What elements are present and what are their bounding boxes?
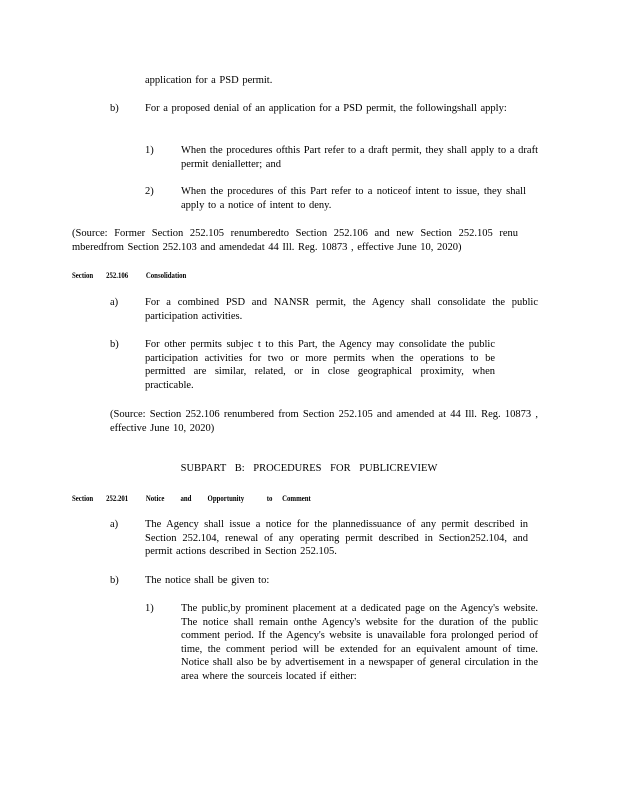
section-heading-252-106 — [72, 269, 186, 283]
subitem-1-draft-permit: When the procedures ofthis Part refer to a draft permit, they shall apply to a draft permit denialletter; and — [181, 145, 538, 170]
subitem-marker-2: 2) — [145, 186, 154, 197]
item-a-combined-permit: For a combined PSD and NANSR permit, the Agency shall consolidate the public participation activities. — [145, 297, 538, 322]
subitem-2-notice-of-intent: When the procedures of this Part refer to a noticeof intent to issue, they shall apply to a notice of intent to deny. — [181, 186, 526, 211]
item-a-issue-notice: The Agency shall issue a notice for the plannedissuance of any permit described in Section 252.104, renewal of any operating permit described in Section252.104, and permit actions described in Section 252.105. — [145, 519, 528, 557]
item-marker-b: b) — [110, 103, 119, 114]
item-b-notice-given: The notice shall be given to: — [145, 575, 270, 586]
item-marker-b: b) — [110, 575, 119, 586]
item-marker-a: a) — [110, 297, 119, 308]
section-title-notice: Notice — [145, 493, 165, 503]
item-b-denial: For a proposed denial of an application for a PSD permit, the followingshall apply: — [145, 103, 507, 114]
section-title-and: and — [180, 493, 192, 503]
section-title-comment: Comment — [282, 493, 311, 503]
subitem-marker-1: 1) — [145, 145, 154, 156]
subitem-1-public-notice: The public,by prominent placement at a dedicated page on the Agency's website. The notice shall remain onthe Agency's website for the duration of the public comment period. If the Agency's website is unavailable fora prolonged period of time, the comment period will be extended for an equivalent amount of time. Notice shall also be by advertisement in a newspaper of general circulation in the area where the sourceis located if either: — [181, 603, 538, 682]
item-b-other-permits: For other permits subjec t to this Part, the Agency may consolidate the public participation activities for two or more permits when the operations to be permitted are similar, related, or in close geographical proximity, when practicable. — [145, 339, 495, 391]
section-title-to: to — [266, 493, 273, 503]
section-title-opportunity: Opportunity — [207, 493, 245, 503]
section-title: Consolidation — [145, 270, 187, 280]
section-label: Section — [72, 493, 94, 503]
section-label: Section — [72, 270, 94, 280]
source-note-252-105: (Source: Former Section 252.105 renumberedto Section 252.106 and new Section 252.105 renu mberedfrom Section 252.103 and amendedat 44 Ill. Reg. 10873 , effective June 10, 2020) — [72, 228, 518, 253]
section-number: 252.201 — [106, 493, 129, 503]
section-heading-252-201 — [72, 492, 311, 506]
item-marker-a: a) — [110, 519, 119, 530]
paragraph-continuation: application for a PSD permit. — [145, 75, 273, 86]
item-marker-b: b) — [110, 339, 119, 350]
subpart-heading: SUBPART B: PROCEDURES FOR PUBLICREVIEW — [180, 463, 438, 474]
section-number: 252.106 — [106, 270, 129, 280]
source-note-252-106: (Source: Section 252.106 renumbered from Section 252.105 and amended at 44 Ill. Reg. 10873 , effective June 10, 2020) — [110, 409, 538, 434]
subitem-marker-1: 1) — [145, 603, 154, 614]
